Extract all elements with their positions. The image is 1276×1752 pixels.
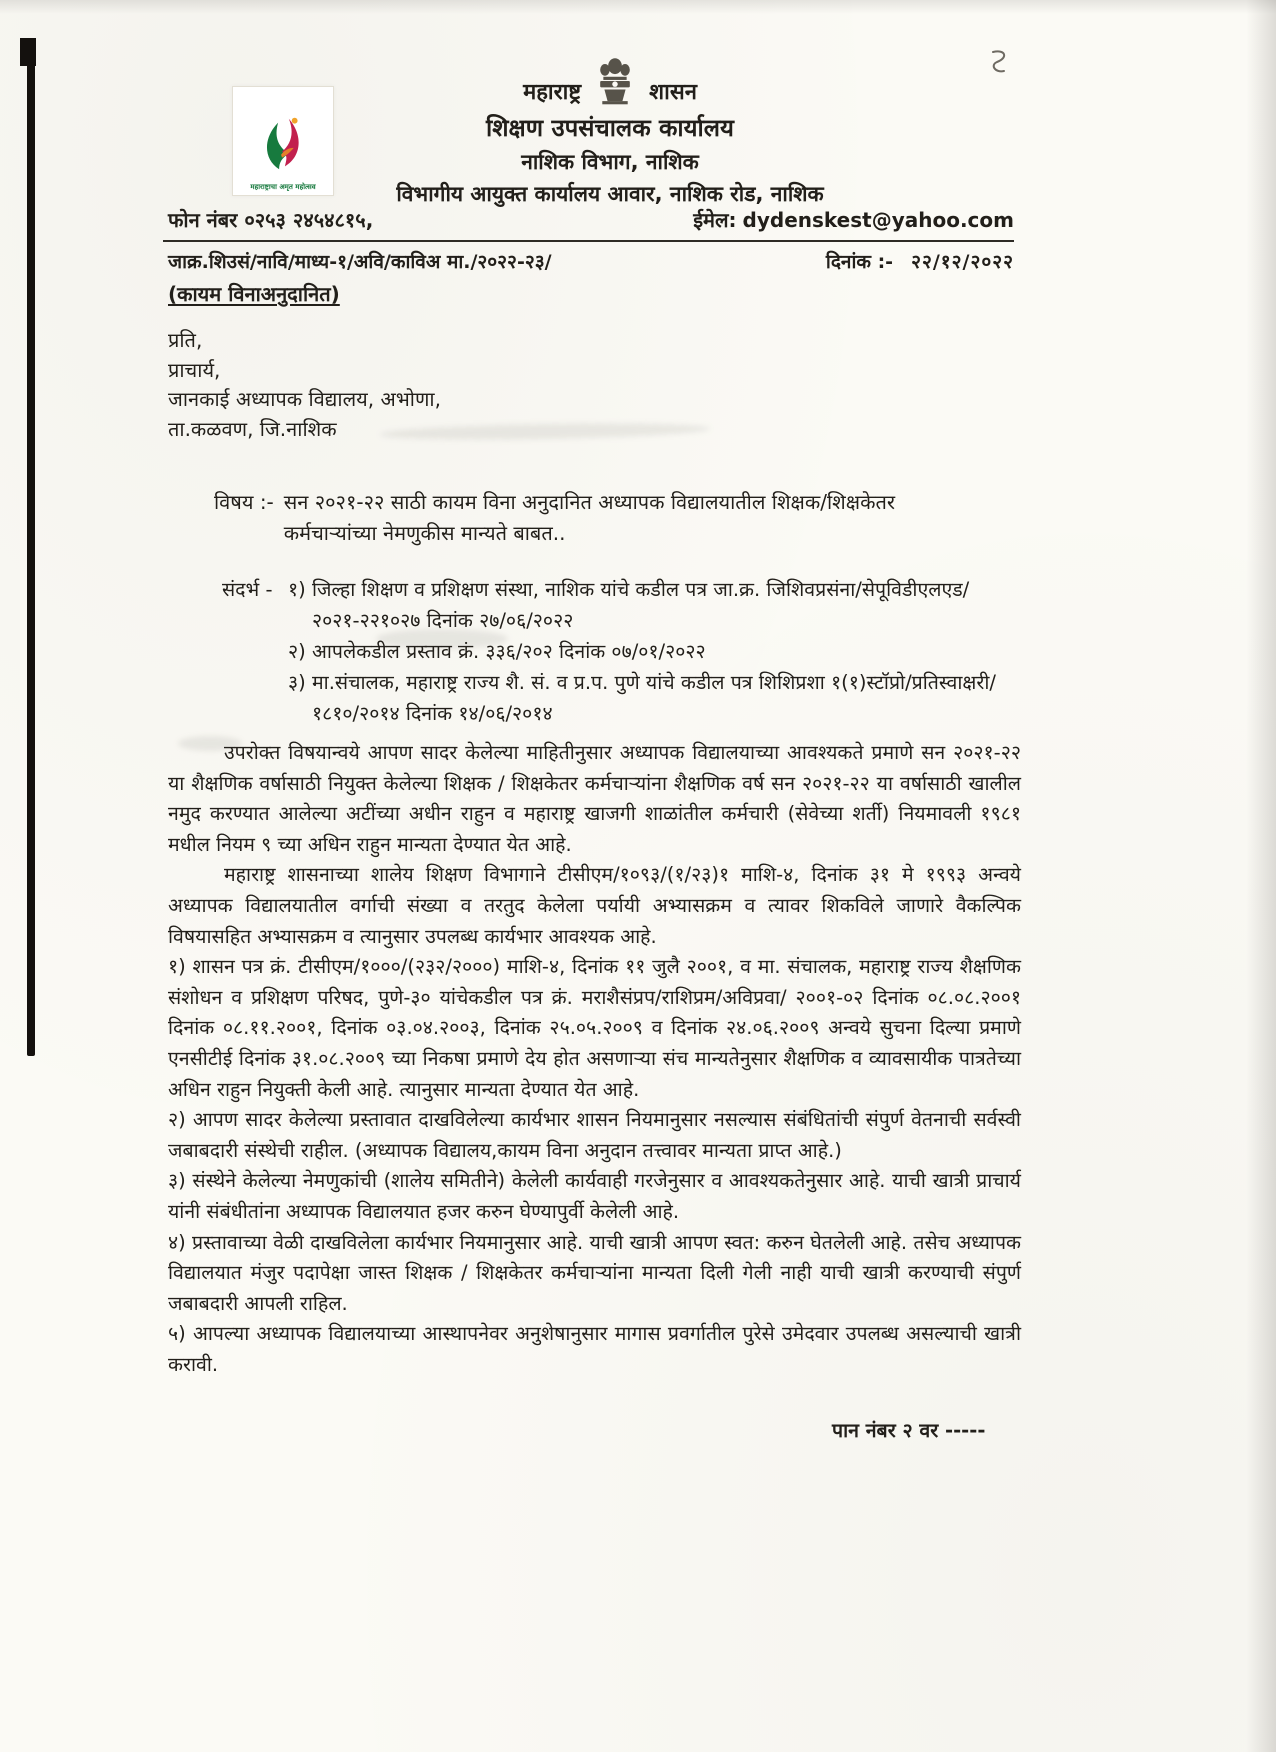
addressee-to: प्रति,	[168, 328, 203, 352]
reference-text	[312, 667, 996, 729]
reference-number: ३)	[288, 671, 306, 694]
office-address: विभागीय आयुक्त कार्यालय आवार, नाशिक रोड, नाशिक	[396, 182, 824, 206]
reference-line: १८१०/२०१४ दिनांक १४/०६/२०१४	[312, 702, 553, 725]
subject-label: विषय :-	[214, 490, 274, 514]
body-paragraph: ५) आपल्या अध्यापक विद्यालयाच्या आस्थापनेवर अनुशेषानुसार मागास प्रवर्गातील पुरेसे उमेदवार उपलब्ध असल्याची खात्री करावी.	[168, 1322, 1021, 1376]
addressee-line: प्राचार्य,	[168, 357, 221, 382]
reference-number: १)	[288, 578, 306, 601]
letterhead	[170, 48, 1050, 208]
email-address: dydenskest@yahoo.com	[742, 208, 1014, 232]
letter-body	[168, 738, 1021, 1447]
phone-number: फोन नंबर ०२५३ २४५४८१५,	[168, 208, 374, 232]
category-tag: (कायम विनाअनुदानित)	[168, 282, 340, 306]
body-paragraph: १) शासन पत्र क्रं. टीसीएम/१०००/(२३२/२०००) माशि-४, दिनांक ११ जुलै २००१, व मा. संचालक, महाराष्ट्र राज्य शैक्षणिक संशोधन व प्रशिक्षण परिषद, पुणे-३० यांचेकडील पत्र क्रं. मराशैसंप्रप/राशिप्रम/अविप्रवा/ २००१-०२ दिनांक ०८.०८.२००१ दिनांक ०८.११.२००१, दिनांक ०३.०४.२००३, दिनांक २५.०५.२००९ व दिनांक २४.०६.२००९ अन्वये सुचना दिल्या प्रमाणे एनसीटीई दिनांक ३१.०८.२००९ च्या निकषा प्रमाणे देय होत असणाऱ्या संच मान्यतेनुसार शैक्षणिक व व्यावसायीक पात्रतेच्या अधिन राहुन नियुक्ती केली आहे. त्यानुसार मान्यता देण्यात येत आहे.	[168, 955, 1021, 1101]
refdate-row	[168, 248, 1014, 274]
logo-caption: महाराष्ट्राचा अमृत महोत्सव	[250, 182, 316, 191]
body-paragraph: ४) प्रस्तावाच्या वेळी दाखविलेला कार्यभार नियमानुसार आहे. याची खात्री आपण स्वत: करुन घेतलेली आहे. तसेच अध्यापक विद्यालयात मंजुर पदापेक्षा जास्त शिक्षक / शिक्षकेतर कर्मचाऱ्यांना मान्यता दिली गेली नाही याची खात्री करण्याची संपुर्ण जबाबदारी आपली राहिल.	[168, 1230, 1021, 1315]
subject-line: सन २०२१-२२ साठी कायम विना अनुदानित अध्यापक विद्यालयातील शिक्षक/शिक्षकेतर	[283, 490, 896, 514]
office-name: शिक्षण उपसंचालक कार्यालय	[486, 114, 734, 142]
contact-row	[168, 206, 1014, 233]
email-line	[693, 206, 1014, 233]
references-list	[288, 574, 996, 729]
govt-suffix: शासन	[649, 80, 697, 105]
ashoka-emblem-icon	[597, 56, 633, 106]
reference-number: २)	[288, 640, 306, 663]
reference-item	[288, 636, 996, 667]
reference-text	[312, 636, 706, 667]
addressee-block	[168, 326, 441, 444]
reference-line: जिल्हा शिक्षण व प्रशिक्षण संस्था, नाशिक यांचे कडील पत्र जा.क्र. जिशिवप्रसंना/सेपूविडीएलएड/	[312, 578, 970, 601]
reference-line: आपलेकडील प्रस्ताव क्रं. ३३६/२०२ दिनांक ०७/०१/२०२२	[312, 640, 706, 663]
reference-text	[312, 574, 969, 636]
email-label: ईमेल:	[693, 208, 737, 232]
body-paragraph: ३) संस्थेने केलेल्या नेमणुकांची (शालेय समितीने) केलेली कार्यवाही गरजेनुसार व आवश्यकतेनुसार आहे. याची खात्री प्राचार्य यांनी संबंधीतांना अध्यापक विद्यालयात हजर करुन घेण्यापुर्वी केलेली आहे.	[168, 1169, 1021, 1223]
government-line	[170, 48, 1050, 106]
addressee-line: जानकाई अध्यापक विद्यालय, अभोणा,	[168, 387, 441, 411]
scan-edge-mark	[20, 38, 36, 66]
letterhead-divider	[163, 240, 1014, 242]
body-paragraph: २) आपण सादर केलेल्या प्रस्तावात दाखविलेल्या कार्यभार शासन नियमानुसार नसल्यास संबंधितांची संपुर्ण वेतनाची सर्वस्वी जबाबदारी संस्थेची राहील. (अध्यापक विद्यालय,कायम विना अनुदान तत्त्वावर मान्यता प्राप्त आहे.)	[168, 1108, 1021, 1162]
subject-text	[284, 487, 895, 549]
letter-date	[826, 248, 1014, 274]
date-label: दिनांक :-	[825, 251, 894, 273]
scan-edge-bar	[27, 44, 35, 1056]
reference-line: मा.संचालक, महाराष्ट्र राज्य शै. सं. व प्र.प. पुणे यांचे कडील पत्र शिशिप्रशा १(१)स्टॉप्रो/प्रतिस्वाक्षरी/	[312, 671, 996, 694]
division-name: नाशिक विभाग, नाशिक	[521, 150, 699, 174]
subject-line: कर्मचाऱ्यांच्या नेमणुकीस मान्यते बाबत..	[283, 521, 566, 545]
reference-item	[288, 667, 996, 729]
subject-block	[214, 487, 895, 549]
outward-number: जाक्र.शिउसं/नावि/माध्य-१/अवि/काविअ मा./२०२२-२३/	[168, 251, 552, 273]
body-paragraph: महाराष्ट्र शासनाच्या शालेय शिक्षण विभागाने टीसीएम/१०९३/(१/२३)१ माशि-४, दिनांक ३१ मे १९९३ अन्वये अध्यापक विद्यालयातील वर्गाची संख्या व तरतुद केलेला पर्यायी अभ्यासक्रम व त्यावर शिकविले जाणारे वैकल्पिक विषयासहित अभ्यासक्रम व त्यानुसार उपलब्ध कार्यभार आवश्यक आहे.	[168, 863, 1021, 948]
addressee-line: ता.कळवण, जि.नाशिक	[168, 416, 337, 441]
continuation-note: पान नंबर २ वर -----	[832, 1419, 986, 1443]
date-value: २२/१२/२०२२	[911, 251, 1014, 273]
references-label: संदर्भ -	[222, 578, 273, 601]
references-block	[222, 574, 996, 729]
govt-prefix: महाराष्ट्र	[523, 80, 582, 105]
reference-item	[288, 574, 996, 636]
body-paragraph: उपरोक्त विषयान्वये आपण सादर केलेल्या माहितीनुसार अध्यापक विद्यालयाच्या आवश्यकते प्रमाणे सन २०२१-२२ या शैक्षणिक वर्षासाठी नियुक्त केलेल्या शिक्षक / शिक्षकेतर कर्मचाऱ्यांना शैक्षणिक वर्ष सन २०२१-२२ या वर्षासाठी खालील नमुद करण्यात आलेल्या अटींच्या अधीन राहुन व महाराष्ट्र खाजगी शाळांतील कर्मचारी (सेवेच्या शर्ती) नियमावली १९८१ मधील नियम ९ च्या अधिन राहुन मान्यता देण्यात येत आहे.	[168, 741, 1021, 856]
reference-line: २०२१-२२१०२७ दिनांक २७/०६/२०२२	[312, 609, 574, 632]
